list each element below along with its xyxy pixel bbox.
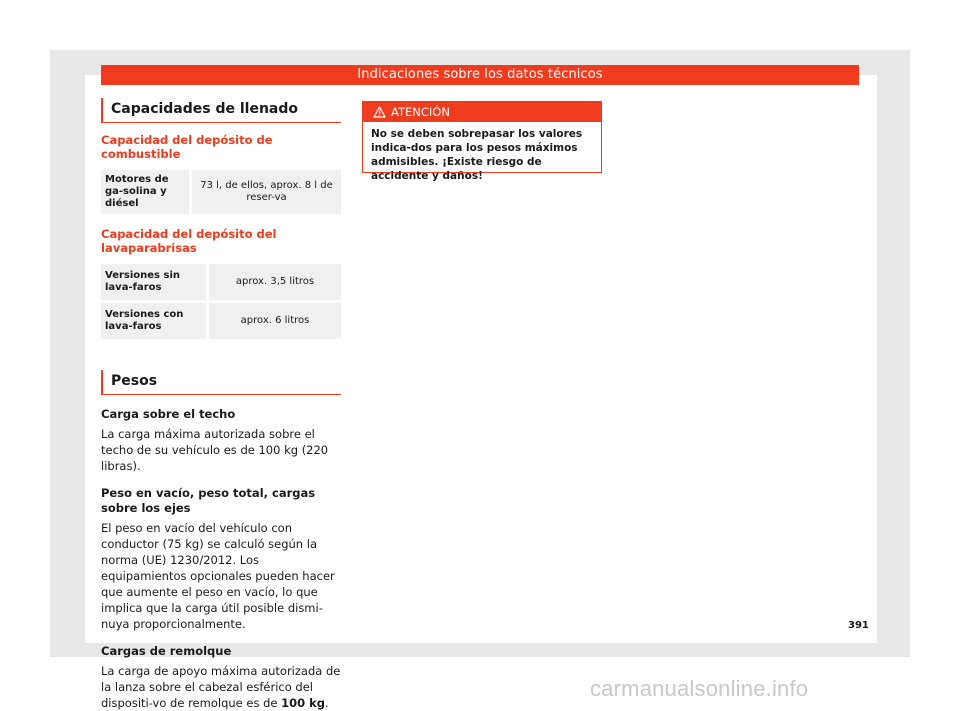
trailer-load-text: [101, 663, 341, 711]
roof-load-title: Carga sobre el techo: [101, 407, 236, 421]
section-title-filling: Capacidades de llenado: [101, 98, 341, 123]
fuel-tank-title: Capacidad del depósito de combustible: [101, 133, 273, 161]
row-value: aprox. 3,5 litros: [206, 264, 341, 300]
empty-weight-title: Peso en vacío, peso total, cargas sobre los ejes: [101, 486, 316, 515]
warning-triangle-icon: [373, 106, 386, 118]
chapter-header: Indicaciones sobre los datos técnicos: [101, 65, 859, 85]
washer-tank-table: [101, 261, 341, 342]
warning-text: No se deben sobrepasar los valores indica-dos para los pesos máximos admisibles. ¡Existe riesgo de accidente y daños!: [371, 128, 583, 182]
warning-header: [363, 102, 601, 122]
roof-load-text: La carga máxima autorizada sobre el techo de su vehículo es de 100 kg (220 libras).: [101, 427, 329, 473]
page-number: 391: [848, 620, 869, 631]
row-label: Versiones con lava-faros: [101, 303, 206, 339]
trailer-load-title: Cargas de remolque: [101, 644, 232, 658]
fuel-tank-table: [101, 167, 341, 217]
washer-tank-title: Capacidad del depósito del lavaparabrisas: [101, 227, 277, 255]
warning-box: [362, 101, 602, 182]
empty-weight-text: El peso en vacío del vehículo con conductor (75 kg) se calculó según la norma (UE) 1230/2012. Los equipamientos opcionales pueden hacer que aumente el peso en vacío, lo que implica que la carga útil posible dismi-nuya proporcionalmente.: [101, 521, 335, 631]
table-row: [101, 170, 341, 214]
row-label: Motores de ga-solina y diésel: [101, 170, 189, 214]
left-column: [101, 98, 341, 711]
trailer-load-sentence: La carga de apoyo máxima autorizada de la lanza sobre el cabezal esférico del dispositi-vo de remolque es de: [101, 664, 341, 710]
row-label: Versiones sin lava-faros: [101, 264, 206, 300]
warning-title: ATENCIÓN: [391, 105, 450, 119]
trailer-load-value: 100 kg: [281, 696, 326, 710]
row-value: 73 l, de ellos, aprox. 8 l de reser-va: [189, 170, 341, 214]
trailer-load-end: .: [325, 696, 329, 710]
section-title-weights: Pesos: [101, 370, 341, 395]
table-row: [101, 303, 341, 339]
table-row: [101, 264, 341, 300]
watermark: carmanualsonline.info: [590, 676, 809, 701]
row-value: aprox. 6 litros: [206, 303, 341, 339]
